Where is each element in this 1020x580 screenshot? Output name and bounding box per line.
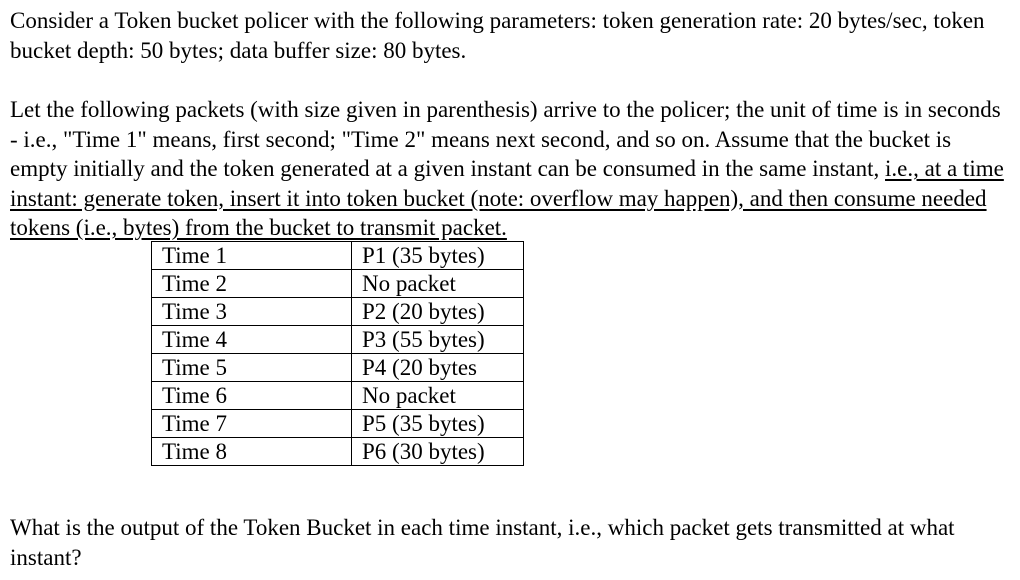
packet-cell: P4 (20 bytes bbox=[352, 354, 524, 382]
time-cell: Time 3 bbox=[152, 298, 352, 326]
time-cell: Time 6 bbox=[152, 382, 352, 410]
question-text: What is the output of the Token Bucket in each time instant, i.e., which packet gets transmitted at what instant? bbox=[10, 515, 955, 570]
table-row bbox=[152, 382, 524, 410]
table-row bbox=[152, 326, 524, 354]
table-row bbox=[152, 354, 524, 382]
arrival-text-underlined: i.e., at a time instant: generate token, insert it into token bucket (note: overflow may happen), and then consume needed tokens (i.e., bytes) from the bucket to transmit packet. bbox=[10, 156, 1004, 240]
time-cell: Time 2 bbox=[152, 270, 352, 298]
table-row bbox=[152, 270, 524, 298]
packet-cell: P6 (30 bytes) bbox=[352, 438, 524, 466]
time-cell: Time 4 bbox=[152, 326, 352, 354]
arrival-text: Let the following packets (with size given in parenthesis) arrive to the policer; the unit of time is in seconds - i.e., "Time 1" means, first second; "Time 2" means next second, and so on. Assume that the bucket is empty initially and the token generated at a given instant can be consumed in the same instant, bbox=[10, 97, 1001, 181]
packet-cell: P3 (55 bytes) bbox=[352, 326, 524, 354]
packet-arrival-table bbox=[151, 241, 524, 466]
packet-cell: P1 (35 bytes) bbox=[352, 242, 524, 270]
packet-cell: No packet bbox=[352, 270, 524, 298]
packet-cell: P5 (35 bytes) bbox=[352, 410, 524, 438]
arrival-description bbox=[10, 95, 1010, 243]
table-row bbox=[152, 438, 524, 466]
table-row bbox=[152, 242, 524, 270]
packet-cell: P2 (20 bytes) bbox=[352, 298, 524, 326]
time-cell: Time 5 bbox=[152, 354, 352, 382]
packet-cell: No packet bbox=[352, 382, 524, 410]
table-row bbox=[152, 410, 524, 438]
time-cell: Time 7 bbox=[152, 410, 352, 438]
time-cell: Time 1 bbox=[152, 242, 352, 270]
table-row bbox=[152, 298, 524, 326]
problem-intro: Consider a Token bucket policer with the following parameters: token generation rate: 20 bytes/sec, token bucket depth: 50 bytes; data buffer size: 80 bytes. bbox=[10, 8, 985, 63]
time-cell: Time 8 bbox=[152, 438, 352, 466]
